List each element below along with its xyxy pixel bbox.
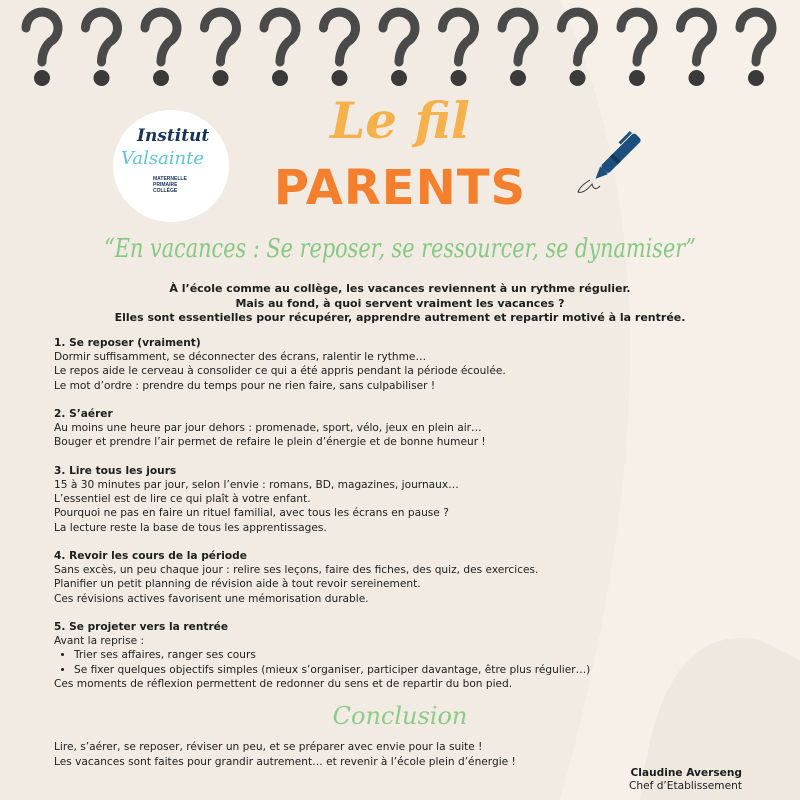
binding-ring [324,12,356,86]
intro [0,282,800,326]
bullet-list [54,648,754,676]
pen-icon [570,120,660,200]
conclusion-text: Lire, s’aérer, se reposer, réviser un peu, et se préparer avec envie pour la suite ! Les vacances sont faites pour grandir autrement… et revenir à l’école plein d’énergie ! [54,741,516,768]
binding-ring [443,12,475,86]
binding-ring [383,12,415,86]
kicker-title: Le fil [330,91,470,150]
section-outdoor: 2. S’aérer Au moins une heure par jour dehors : promenade, sport, vélo, jeux en plein air… Bouger et prendre l’air permet de refaire le plein d’énergie et de bonne humeur ! [54,408,486,449]
binding-ring [562,12,594,86]
logo-line1: Institut [137,126,210,146]
intro-line: À l’école comme au collège, les vacances reviennent à un rythme régulier. [169,282,631,295]
section-reading: 3. Lire tous les jours 15 à 30 minutes par jour, selon l’envie : romans, BD, magazines, journaux… L’essentiel est de lire ce qui plaît à votre enfant. Pourquoi ne pas en faire un rituel familial, avec tous les écrans en pause ? La lecture reste la base de tous les apprentissages. [54,464,459,534]
list-item: • Se fixer quelques objectifs simples (mieux s’organiser, participer davantage, être plus régulier…) [74,663,754,677]
binding-ring [26,12,58,86]
signature-name: Claudine Averseng [630,767,742,779]
intro-line: Elles sont essentielles pour récupérer, apprendre autrement et repartir motivé à la rentrée. [114,311,686,324]
section-rest: 1. Se reposer (vraiment) Dormir suffisamment, se déconnecter des écrans, ralentir le rythme… Le repos aide le cerveau à consolider ce qui a été appris pendant la période écoulée. Le mot d’ordre : prendre du temps pour ne rien faire, sans culpabiliser ! [54,337,506,392]
binding-ring [621,12,653,86]
signature-role: Chef d’Etablissement [628,780,742,792]
binding-ring [86,12,118,86]
binding-ring [740,12,772,86]
intro-line: Mais au fond, à quoi servent vraiment les vacances ? [235,296,565,310]
binding-ring [502,12,534,86]
binding-ring [145,12,177,86]
signature [629,767,742,793]
spiral-binding [0,0,800,95]
binding-ring [264,12,296,86]
logo-levels: MATERNELLE PRIMAIRE COLLÈGE [153,176,187,194]
binding-ring [681,12,713,86]
binding-ring [205,12,237,86]
list-item: • Trier ses affaires, ranger ses cours [74,648,754,662]
conclusion-title: Conclusion [332,702,468,730]
page-title: PARENTS [273,160,527,216]
headline-quote: “En vacances : Se reposer, se ressourcer, se dynamiser” [104,234,696,264]
section-back-to-school: 5. Se projeter vers la rentrée Avant la reprise : • Trier ses affaires, ranger ses cours • Se fixer quelques objectifs simples (mieux s’organiser, participer davantage, être plus régulier…) Ces moments de réflexion permettent de redonner du sens et de repartir du bon pied. [54,620,754,691]
section-review: 4. Revoir les cours de la période Sans excès, un peu chaque jour : relire ses leçons, faire des fiches, des quiz, des exercices. Planifier un petit planning de révision aide à tout revoir sereinement. Ces révisions actives favorisent une mémorisation durable. [54,550,539,605]
logo-line2: Valsainte [121,148,205,169]
sections [54,336,754,691]
